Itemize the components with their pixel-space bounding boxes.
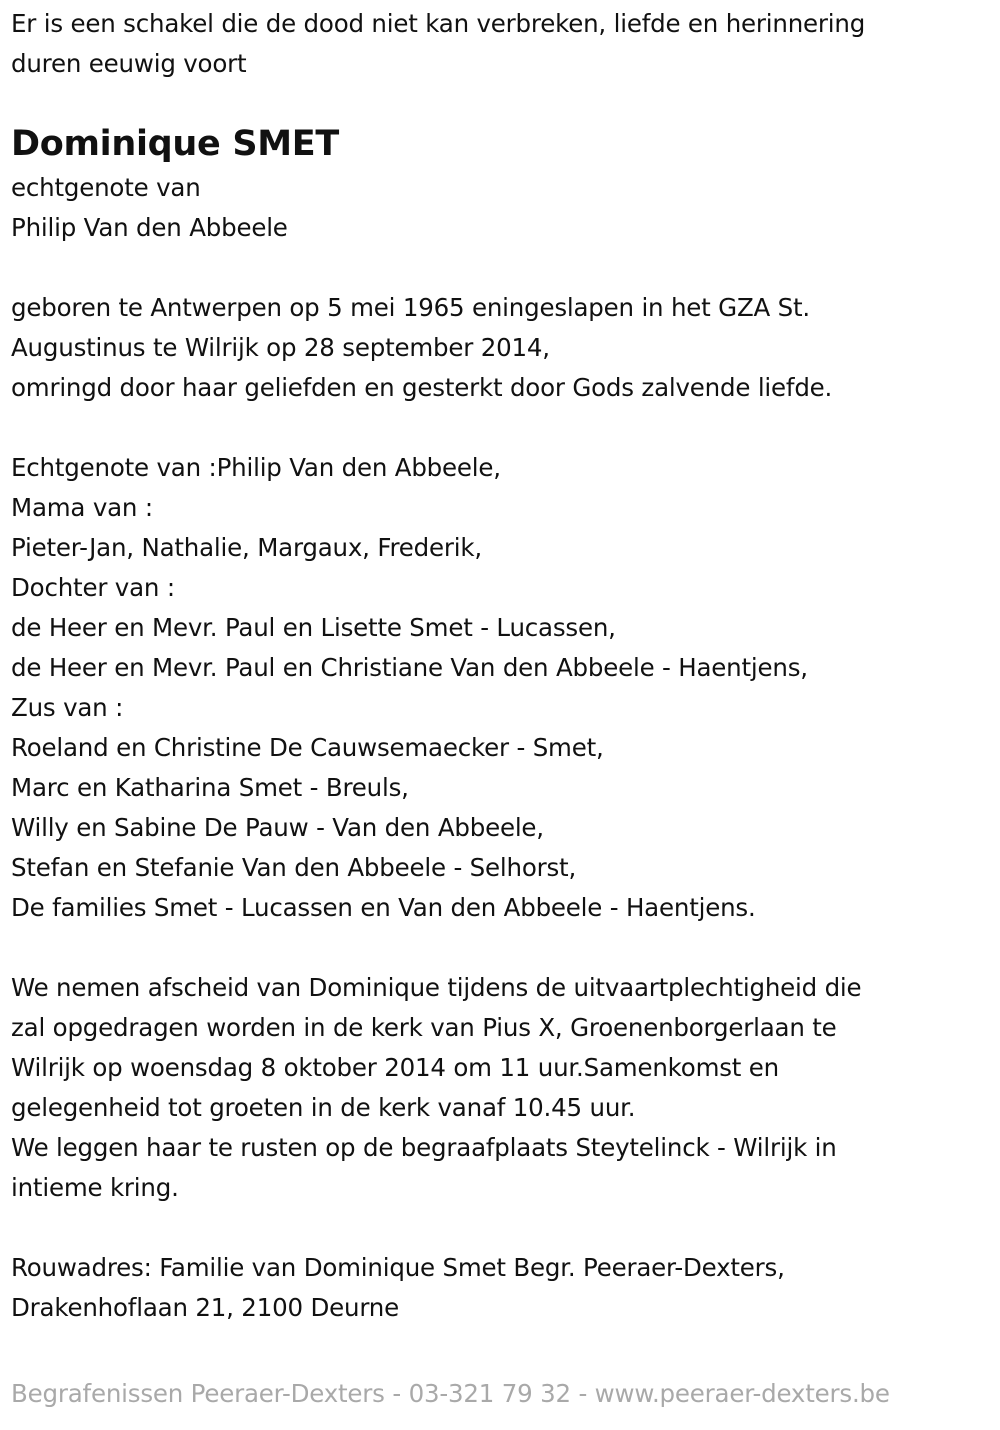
ceremony-paragraph: [11, 968, 986, 1208]
family-line: Marc en Katharina Smet - Breuls,: [11, 773, 409, 802]
family-line: Willy en Sabine De Pauw - Van den Abbeele,: [11, 813, 544, 842]
spouse-intro-line: Philip Van den Abbeele: [11, 213, 288, 242]
family-line: Pieter-Jan, Nathalie, Margaux, Frederik,: [11, 533, 482, 562]
deceased-name: Dominique SMET: [11, 124, 339, 164]
family-list: [11, 448, 986, 928]
paragraph-line: omringd door haar geliefden en gesterkt door Gods zalvende liefde.: [11, 373, 833, 402]
paragraph-line: gelegenheid tot groeten in de kerk vanaf 10.45 uur.: [11, 1093, 636, 1122]
family-line: Echtgenote van :Philip Van den Abbeele,: [11, 453, 501, 482]
address-line: Rouwadres: Familie van Dominique Smet Begr. Peeraer-Dexters,: [11, 1253, 785, 1282]
birth-death-paragraph: [11, 288, 986, 408]
quote-line: Er is een schakel die de dood niet kan verbreken, liefde en herinnering: [11, 9, 866, 38]
address-block: [11, 1248, 986, 1328]
spouse-intro: [11, 168, 986, 248]
footer-contact: Begrafenissen Peeraer-Dexters - 03-321 79 32 - www.peeraer-dexters.be: [11, 1379, 890, 1408]
paragraph-line: We leggen haar te rusten op de begraafplaats Steytelinck - Wilrijk in: [11, 1133, 837, 1162]
family-line: De families Smet - Lucassen en Van den Abbeele - Haentjens.: [11, 893, 756, 922]
paragraph-line: We nemen afscheid van Dominique tijdens de uitvaartplechtigheid die: [11, 973, 862, 1002]
quote-line: duren eeuwig voort: [11, 49, 247, 78]
family-line: Zus van :: [11, 693, 124, 722]
quote-block: [11, 4, 986, 84]
address-line: Drakenhoflaan 21, 2100 Deurne: [11, 1293, 399, 1322]
family-line: Roeland en Christine De Cauwsemaecker - Smet,: [11, 733, 604, 762]
paragraph-line: Augustinus te Wilrijk op 28 september 2014,: [11, 333, 550, 362]
paragraph-line: Wilrijk op woensdag 8 oktober 2014 om 11 uur.Samenkomst en: [11, 1053, 779, 1082]
family-line: de Heer en Mevr. Paul en Christiane Van den Abbeele - Haentjens,: [11, 653, 808, 682]
obituary-document: [11, 4, 986, 1328]
family-line: de Heer en Mevr. Paul en Lisette Smet - Lucassen,: [11, 613, 616, 642]
paragraph-line: geboren te Antwerpen op 5 mei 1965 eningeslapen in het GZA St.: [11, 293, 811, 322]
paragraph-line: zal opgedragen worden in de kerk van Pius X, Groenenborgerlaan te: [11, 1013, 837, 1042]
family-line: Dochter van :: [11, 573, 175, 602]
family-line: Mama van :: [11, 493, 153, 522]
family-line: Stefan en Stefanie Van den Abbeele - Selhorst,: [11, 853, 577, 882]
paragraph-line: intieme kring.: [11, 1173, 179, 1202]
spouse-intro-line: echtgenote van: [11, 173, 201, 202]
